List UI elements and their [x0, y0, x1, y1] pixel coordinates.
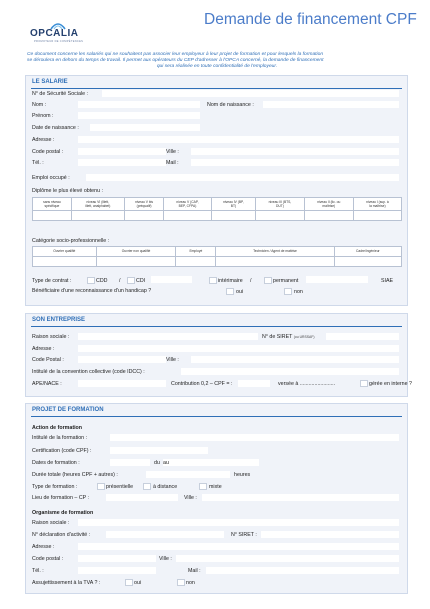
- secu-field[interactable]: [102, 90, 399, 97]
- label-siret-organisme: N° SIRET :: [231, 532, 257, 538]
- raison-organisme-field[interactable]: [78, 519, 399, 526]
- declaration-field[interactable]: [106, 531, 224, 538]
- intro-text: [27, 52, 407, 70]
- presentielle-checkbox[interactable]: [97, 483, 105, 490]
- label-categorie: Catégorie socio-professionnelle :: [32, 238, 110, 244]
- diplome-level-line1: niveau VI (illett,: [86, 199, 110, 204]
- categorie-checkbox-cell[interactable]: [96, 257, 176, 267]
- section-divider: [31, 326, 402, 327]
- contrat-slash-2: /: [250, 278, 252, 284]
- label-diplome: Diplôme le plus élevé obtenu :: [32, 188, 103, 194]
- label-duree: Durée totale (heures CPF + autres) :: [32, 472, 118, 478]
- label-tel-organisme: Tél. :: [32, 568, 44, 574]
- label-declaration: N° déclaration d'activité :: [32, 532, 91, 538]
- intro-line-1: Ce document concerne les salariés qui ne souhaitent pas associer leur employeur à leur projet de formation et pour lesquels la formation: [27, 52, 324, 57]
- diplome-level-cell: [353, 198, 401, 211]
- tva-oui-checkbox[interactable]: [125, 579, 133, 586]
- permanent-checkbox[interactable]: [264, 277, 272, 284]
- section-salarie: [25, 75, 408, 306]
- date-au-field[interactable]: [174, 459, 259, 466]
- label-au-visible: au: [163, 460, 169, 466]
- diplome-checkbox-cell[interactable]: [33, 211, 72, 221]
- categorie-cell: Technicien / Agent de maitrise: [216, 247, 334, 257]
- cdd-checkbox[interactable]: [87, 277, 95, 284]
- ape-field[interactable]: [78, 380, 166, 387]
- contribution-field[interactable]: [238, 380, 270, 387]
- code-postal-field[interactable]: [78, 148, 166, 155]
- label-type-contrat: Type de contrat :: [32, 278, 72, 284]
- handicap-non-label: non: [294, 289, 303, 295]
- diplome-level-cell: [164, 198, 211, 211]
- label-secu: N° de Sécurité Sociale :: [32, 91, 88, 97]
- mail-field[interactable]: [191, 159, 399, 166]
- intro-line-3: qui sera réalisée en toute confidentialité de l'employeur.: [156, 64, 278, 69]
- categorie-checkbox-cell[interactable]: [334, 257, 401, 267]
- diplome-level-line1: niveau V bis: [135, 199, 154, 204]
- ville-organisme-field[interactable]: [176, 555, 399, 562]
- mixte-label: mixte: [209, 484, 222, 490]
- tva-oui-label: oui: [134, 580, 142, 586]
- diplome-level-line2: (préqualif): [136, 204, 152, 208]
- intitule-field[interactable]: [110, 434, 399, 441]
- label-mail-organisme: Mail :: [188, 568, 201, 574]
- adresse-field[interactable]: [78, 136, 399, 143]
- label-prenom: Prénom :: [32, 113, 54, 119]
- code-postal-organisme-field[interactable]: [78, 555, 156, 562]
- geree-checkbox[interactable]: [360, 380, 368, 387]
- code-postal-entreprise-field[interactable]: [78, 356, 166, 363]
- siret-field[interactable]: [326, 333, 399, 340]
- diplome-checkbox-cell[interactable]: [124, 211, 164, 221]
- label-du: du: [154, 460, 160, 466]
- diplome-checkbox-cell[interactable]: [164, 211, 211, 221]
- lieu-cp-field[interactable]: [106, 494, 178, 501]
- siae-label: SIAE: [381, 278, 394, 284]
- siret-label: N° de SIRET: [262, 334, 293, 340]
- section-title-salarie: LE SALARIE: [32, 79, 68, 85]
- label-tel: Tél. :: [32, 160, 44, 166]
- contrat-slash: /: [119, 278, 121, 284]
- logo-tagline: PROMOTEUR DE COMPÉTENCES: [34, 40, 84, 43]
- diplome-level-line2: illett, analphabet): [85, 204, 111, 208]
- label-adresse-organisme: Adresse :: [32, 544, 55, 550]
- label-emploi: Emploi occupé :: [32, 175, 70, 181]
- siret-organisme-field[interactable]: [261, 531, 399, 538]
- diplome-checkbox-cell[interactable]: [353, 211, 401, 221]
- intro-line-2: se déroulera en dehors du temps de travail. Il permet aux opérateurs du CEP d'adresser à l'OPCA concerné, la demande de financement: [27, 58, 324, 63]
- adresse-organisme-field[interactable]: [78, 543, 399, 550]
- categorie-table: [32, 246, 402, 267]
- diplome-level-line1: niveau V (CAP,: [176, 199, 199, 204]
- handicap-oui-checkbox[interactable]: [226, 288, 234, 295]
- diplome-level-line2: BEP, CFPA): [178, 204, 197, 208]
- label-code-postal-entreprise: Code Postal :: [32, 357, 64, 363]
- mixte-checkbox[interactable]: [199, 483, 207, 490]
- label-certification: Certification (code CPF) :: [32, 448, 92, 454]
- label-ville-entreprise: Ville :: [166, 357, 179, 363]
- diplome-level-cell: [124, 198, 164, 211]
- siae-field[interactable]: [306, 276, 368, 283]
- diplome-level-line1: niveau III (BTS,: [268, 199, 292, 204]
- tva-non-checkbox[interactable]: [177, 579, 185, 586]
- diplome-checkbox-cell[interactable]: [71, 211, 124, 221]
- ville-formation-field[interactable]: [202, 494, 399, 501]
- tel-field[interactable]: [78, 159, 166, 166]
- label-lieu: Lieu de formation – CP :: [32, 495, 90, 501]
- diplome-level-line1: sans niveau: [43, 199, 61, 204]
- label-intitule: Intitulé de la formation :: [32, 435, 88, 441]
- diplome-level-line1: niveau IV (BP,: [223, 199, 244, 204]
- tva-non-label: non: [186, 580, 195, 586]
- section-divider: [31, 88, 402, 89]
- label-convention: Intitulé de la convention collective (code IDCC) :: [32, 369, 145, 375]
- cdi-checkbox[interactable]: [127, 277, 135, 284]
- diplome-level-line2: DUT): [276, 204, 284, 208]
- label-adresse: Adresse :: [32, 137, 55, 143]
- cdi-field[interactable]: [151, 276, 192, 283]
- label-handicap: Bénéficiaire d'une reconnaissance d'un handicap ?: [32, 288, 152, 294]
- diplome-level-cell: [304, 198, 353, 211]
- label-adresse-entreprise: Adresse :: [32, 346, 55, 352]
- diplome-level-line1: niveau I (sup. à: [366, 199, 389, 204]
- section-title-projet: PROJET DE FORMATION: [32, 407, 104, 413]
- section-entreprise: [25, 313, 412, 397]
- diplome-level-cell: [71, 198, 124, 211]
- section-divider: [31, 416, 402, 417]
- label-code-postal: Code postal :: [32, 149, 64, 155]
- convention-field[interactable]: [181, 368, 399, 375]
- label-ville: Ville :: [166, 149, 179, 155]
- section-projet: [25, 403, 408, 594]
- date-naissance-field[interactable]: [90, 124, 200, 131]
- handicap-oui-label: oui: [236, 289, 244, 295]
- diplome-checkbox-cell[interactable]: [211, 211, 256, 221]
- label-date-naissance: Date de naissance :: [32, 125, 79, 131]
- label-ville-organisme: Ville :: [159, 556, 172, 562]
- diplome-level-line2: maîtrise): [322, 204, 336, 208]
- label-type-formation: Type de formation :: [32, 484, 78, 490]
- label-ape: APE/NACE :: [32, 381, 62, 387]
- categorie-checkbox-cell[interactable]: [216, 257, 334, 267]
- label-raison-sociale: Raison sociale :: [32, 334, 70, 340]
- duree-field[interactable]: [146, 471, 230, 478]
- diplome-level-cell: [211, 198, 256, 211]
- siret-small: (ou URSSAF): [293, 335, 315, 339]
- categorie-cell: Cadre/Ingénieur: [334, 247, 401, 257]
- label-contribution: Contribution 0,2 – CPF = :: [171, 381, 233, 387]
- label-nom: Nom :: [32, 102, 47, 108]
- label-siret: [262, 334, 315, 340]
- handicap-non-checkbox[interactable]: [284, 288, 292, 295]
- dates-field[interactable]: [110, 459, 150, 466]
- diplome-checkbox-cell[interactable]: [256, 211, 304, 221]
- label-heures: heures: [234, 472, 251, 478]
- emploi-field[interactable]: [86, 174, 399, 181]
- label-code-postal-organisme: Code postal :: [32, 556, 64, 562]
- nom-naissance-field[interactable]: [263, 101, 399, 108]
- diplome-level-line2: BT): [230, 204, 237, 208]
- logo: [30, 22, 94, 44]
- categorie-checkbox-cell[interactable]: [33, 257, 97, 267]
- label-versee: versée à ........................: [278, 381, 336, 387]
- diplome-checkbox-cell[interactable]: [304, 211, 353, 221]
- raison-sociale-field[interactable]: [78, 333, 258, 340]
- permanent-label: permanent: [273, 278, 299, 284]
- cdi-label: CDI: [136, 278, 146, 284]
- diplome-table: [32, 197, 402, 221]
- ville-field[interactable]: [191, 148, 399, 155]
- label-mail: Mail :: [166, 160, 179, 166]
- adresse-entreprise-field[interactable]: [78, 345, 399, 352]
- categorie-cell: Employé: [176, 247, 216, 257]
- label-tva: Assujettissement à la TVA ? :: [32, 580, 101, 586]
- label-raison-organisme: Raison sociale :: [32, 520, 70, 526]
- categorie-cell: Ouvrier qualifié: [33, 247, 97, 257]
- action-subtitle: Action de formation: [32, 425, 83, 431]
- label-geree: gérée en interne ?: [369, 381, 412, 387]
- label-ville-formation: Ville :: [184, 495, 197, 501]
- diplome-level-line2: la maîtrise): [369, 204, 386, 208]
- mail-organisme-field[interactable]: [206, 567, 399, 574]
- diplome-level-cell: [256, 198, 304, 211]
- label-nom-naissance: Nom de naissance :: [207, 102, 254, 108]
- prenom-field[interactable]: [78, 112, 200, 119]
- distance-label: à distance: [153, 484, 178, 490]
- distance-checkbox[interactable]: [143, 483, 151, 490]
- interimaire-label: intérimaire: [218, 278, 243, 284]
- logo-text: OPCALIA: [30, 28, 79, 39]
- page-title: Demande de financement CPF: [204, 11, 417, 28]
- cdd-label: CDD: [96, 278, 108, 284]
- ville-entreprise-field[interactable]: [191, 356, 399, 363]
- label-dates: Dates de formation :: [32, 460, 80, 466]
- tel-organisme-field[interactable]: [78, 567, 156, 574]
- diplome-level-line2: spécifique: [44, 204, 60, 208]
- nom-field[interactable]: [78, 101, 200, 108]
- categorie-checkbox-cell[interactable]: [176, 257, 216, 267]
- categorie-cell: Ouvrier non qualifié: [96, 247, 176, 257]
- interimaire-checkbox[interactable]: [209, 277, 217, 284]
- diplome-level-line1: niveau II (lic. ou: [317, 199, 341, 204]
- presentielle-label: présentielle: [106, 484, 134, 490]
- section-title-entreprise: SON ENTREPRISE: [32, 317, 86, 323]
- organisme-subtitle: Organisme de formation: [32, 510, 94, 516]
- certification-field[interactable]: [110, 447, 208, 454]
- diplome-level-cell: [33, 198, 72, 211]
